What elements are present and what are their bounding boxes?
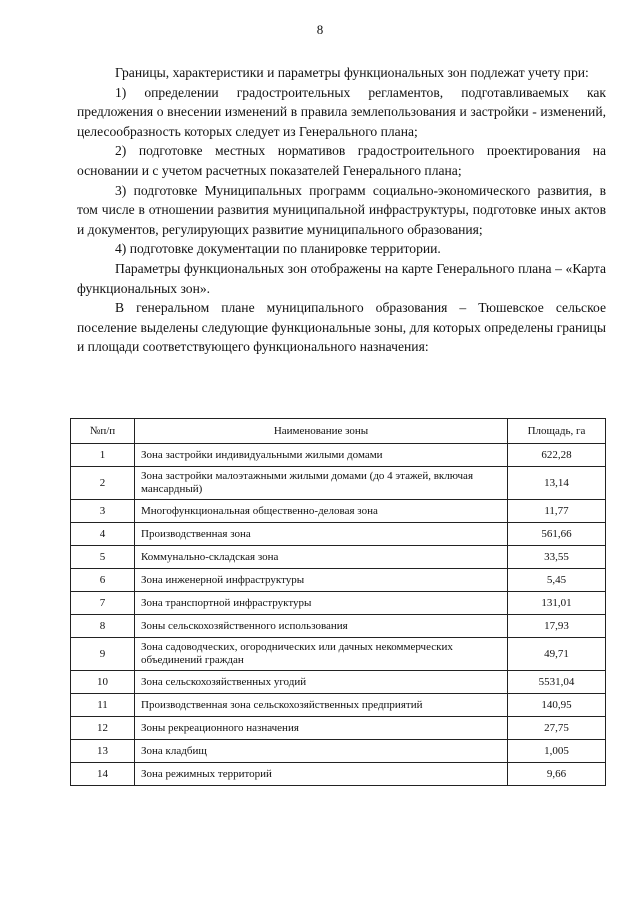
table-row xyxy=(71,500,606,523)
row-number: 14 xyxy=(71,763,135,786)
row-zone-name: Многофункциональная общественно-деловая зона xyxy=(135,500,508,523)
row-zone-name: Зона транспортной инфраструктуры xyxy=(135,592,508,615)
row-zone-name: Коммунально-складская зона xyxy=(135,546,508,569)
row-number: 11 xyxy=(71,694,135,717)
table-row xyxy=(71,740,606,763)
row-zone-name: Зона инженерной инфраструктуры xyxy=(135,569,508,592)
row-number: 12 xyxy=(71,717,135,740)
row-number: 8 xyxy=(71,615,135,638)
row-number: 9 xyxy=(71,638,135,671)
paragraph-item-2: 2) подготовке местных нормативов градостроительного проектирования на основании и с учетом расчетных показателей Генерального плана; xyxy=(77,143,606,178)
row-zone-name: Зона кладбищ xyxy=(135,740,508,763)
row-zone-name: Зона застройки индивидуальными жилыми домами xyxy=(135,444,508,467)
row-area: 1,005 xyxy=(508,740,606,763)
row-area: 13,14 xyxy=(508,467,606,500)
row-area: 5531,04 xyxy=(508,671,606,694)
row-number: 3 xyxy=(71,500,135,523)
table-row xyxy=(71,638,606,671)
table-row xyxy=(71,763,606,786)
row-number: 2 xyxy=(71,467,135,500)
row-number: 6 xyxy=(71,569,135,592)
paragraph-intro: Границы, характеристики и параметры функциональных зон подлежат учету при: xyxy=(115,65,589,80)
row-number: 10 xyxy=(71,671,135,694)
table-row xyxy=(71,523,606,546)
row-area: 27,75 xyxy=(508,717,606,740)
row-number: 4 xyxy=(71,523,135,546)
row-area: 17,93 xyxy=(508,615,606,638)
row-number: 5 xyxy=(71,546,135,569)
paragraph-zones-intro: В генеральном плане муниципального образования – Тюшевское сельское поселение выделены следующие функциональные зоны, для которых определены границы и площади соответствующего функционального назначения: xyxy=(77,300,606,355)
row-area: 11,77 xyxy=(508,500,606,523)
paragraph-item-1: 1) определении градостроительных регламентов, подготавливаемых как предложения о внесении изменений в правила землепользования и застройки - изменений, целесообразность которых следует из Генерального плана; xyxy=(77,84,606,139)
table-row xyxy=(71,694,606,717)
row-zone-name: Зона режимных территорий xyxy=(135,763,508,786)
row-zone-name: Зона застройки малоэтажными жилыми домами (до 4 этажей, включая мансардный) xyxy=(135,467,508,500)
row-zone-name: Производственная зона сельскохозяйственных предприятий xyxy=(135,694,508,717)
row-number: 13 xyxy=(71,740,135,763)
row-number: 7 xyxy=(71,592,135,615)
row-zone-name: Производственная зона xyxy=(135,523,508,546)
table-row xyxy=(71,615,606,638)
paragraph-item-3: 3) подготовке Муниципальных программ социально-экономического развития, в том числе в отношении развития муниципальной инфраструктуры, подготовке иных актов и документов, регулирующих развитие муниципального образования; xyxy=(77,182,606,237)
table-row xyxy=(71,717,606,740)
table-row xyxy=(71,671,606,694)
row-area: 131,01 xyxy=(508,592,606,615)
row-area: 622,28 xyxy=(508,444,606,467)
row-zone-name: Зона садоводческих, огороднических или дачных некоммерческих объединений граждан xyxy=(135,638,508,671)
row-area: 140,95 xyxy=(508,694,606,717)
row-area: 33,55 xyxy=(508,546,606,569)
row-area: 49,71 xyxy=(508,638,606,671)
row-number: 1 xyxy=(71,444,135,467)
zones-table xyxy=(70,418,606,786)
header-area: Площадь, га xyxy=(508,419,606,444)
table-row xyxy=(71,546,606,569)
row-zone-name: Зоны сельскохозяйственного использования xyxy=(135,615,508,638)
table-row xyxy=(71,569,606,592)
header-number: №п/п xyxy=(71,419,135,444)
row-zone-name: Зоны рекреационного назначения xyxy=(135,717,508,740)
table-header-row xyxy=(71,419,606,444)
table-row xyxy=(71,444,606,467)
body-text xyxy=(77,63,606,357)
row-zone-name: Зона сельскохозяйственных угодий xyxy=(135,671,508,694)
row-area: 561,66 xyxy=(508,523,606,546)
table-row xyxy=(71,467,606,500)
table-row xyxy=(71,592,606,615)
paragraph-item-4: 4) подготовке документации по планировке территории. xyxy=(115,241,441,257)
row-area: 5,45 xyxy=(508,569,606,592)
row-area: 9,66 xyxy=(508,763,606,786)
page-number: 8 xyxy=(316,22,324,37)
header-zone-name: Наименование зоны xyxy=(135,419,508,444)
paragraph-map-reference: Параметры функциональных зон отображены на карте Генерального плана – «Карта функциональных зон». xyxy=(77,260,606,296)
